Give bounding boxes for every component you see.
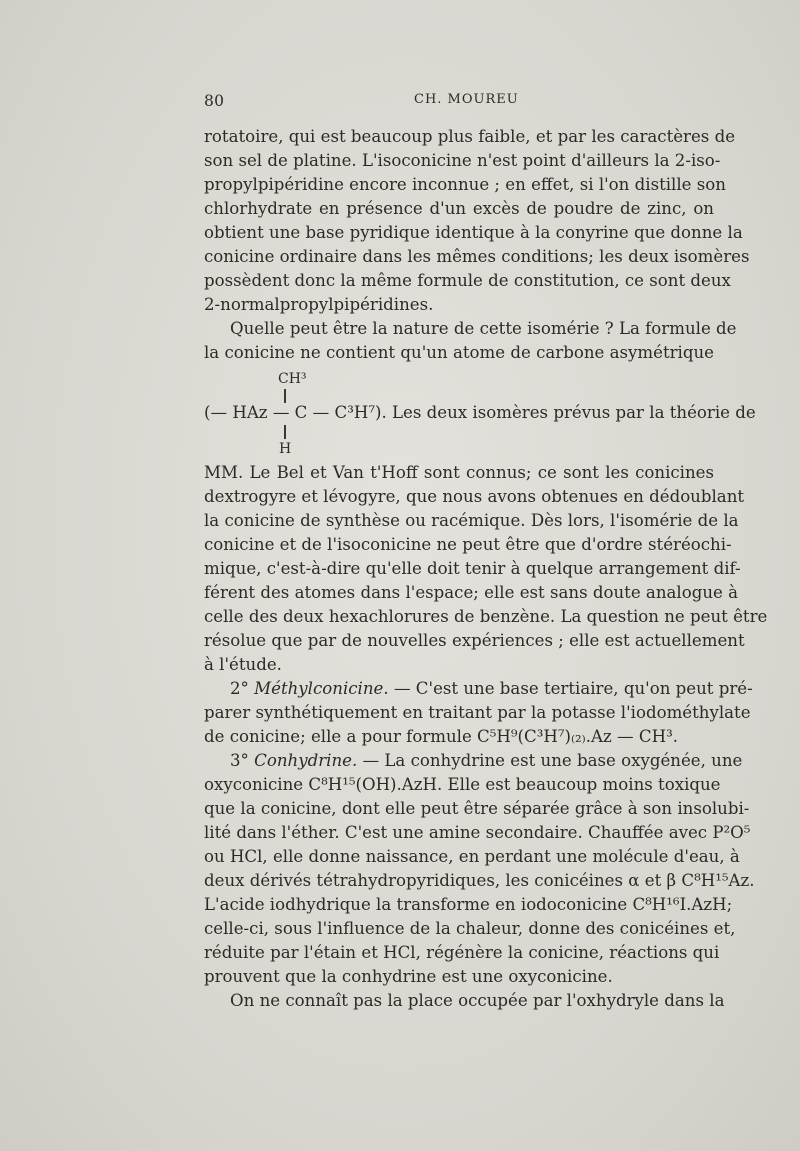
text-line: de conicine; elle a pour formule C⁵H⁹(C³H⁷)₍₂₎.Az — CH³. xyxy=(204,727,678,746)
section-title: Méthylconicine. xyxy=(254,679,389,698)
text-line: Quelle peut être la nature de cette isomérie ? La formule de xyxy=(230,319,737,338)
text-line: On ne connaît pas la place occupée par l'oxhydryle dans la xyxy=(230,991,725,1010)
formula-bottom-atom: H xyxy=(279,441,292,457)
text-line: deux dérivés tétrahydropyridiques, les conicéines α et β C⁸H¹⁵Az. xyxy=(204,871,755,890)
text-line: celle des deux hexachlorures de benzène. La question ne peut être xyxy=(204,607,768,626)
text-line: rotatoire, qui est beaucoup plus faible, et par les caractères de xyxy=(204,127,736,146)
text-line: la conicine de synthèse ou racémique. Dès lors, l'isomérie de la xyxy=(204,511,739,530)
text-line: chlorhydrate en présence d'un excès de poudre de zinc, on xyxy=(204,199,714,218)
text-line: ou HCl, elle donne naissance, en perdant une molécule d'eau, à xyxy=(204,847,740,866)
text-line: dextrogyre et lévogyre, que nous avons obtenues en dédoublant xyxy=(204,487,745,506)
text-line: celle-ci, sous l'influence de la chaleur, donne des conicéines et, xyxy=(204,919,736,938)
page-body xyxy=(204,125,768,1013)
text-line: mique, c'est-à-dire qu'elle doit tenir à quelque arrangement dif- xyxy=(204,559,741,578)
text-line: conicine et de l'isoconicine ne peut être que d'ordre stéréochi- xyxy=(204,535,732,554)
text-line: — C'est une base tertiaire, qu'on peut pré- xyxy=(393,679,753,698)
section-title: Conhydrine. xyxy=(254,751,358,770)
text-line: résolue que par de nouvelles expériences ; elle est actuellement xyxy=(204,631,745,650)
text-line: prouvent que la conhydrine est une oxyconicine. xyxy=(204,967,613,986)
text-line: conicine ordinaire dans les mêmes conditions; les deux isomères xyxy=(204,247,750,266)
running-head: CH. MOUREU xyxy=(414,92,519,107)
section-heading-line xyxy=(204,749,743,773)
text-line: lité dans l'éther. C'est une amine secondaire. Chauffée avec P²O⁵ xyxy=(204,823,751,842)
text-line: L'acide iodhydrique la transforme en iodoconicine C⁸H¹⁶I.AzH; xyxy=(204,895,733,914)
text-line: son sel de platine. L'isoconicine n'est point d'ailleurs la 2-iso- xyxy=(204,151,721,170)
section-number: 2° xyxy=(230,679,249,698)
text-line: réduite par l'étain et HCl, régénère la conicine, réactions qui xyxy=(204,943,720,962)
text-line: à l'étude. xyxy=(204,655,282,674)
text-line: la conicine ne contient qu'un atome de carbone asymétrique xyxy=(204,343,714,362)
text-line: férent des atomes dans l'espace; elle est sans doute analogue à xyxy=(204,583,738,602)
formula-top-group: CH³ xyxy=(278,371,307,387)
text-line: possèdent donc la même formule de constitution, ce sont deux xyxy=(204,271,731,290)
text-line: 2-normalpropylpipéridines. xyxy=(204,295,434,314)
text-line: MM. Le Bel et Van t'Hoff sont connus; ce sont les conicines xyxy=(204,463,714,482)
structural-formula xyxy=(204,365,756,461)
text-line: que la conicine, dont elle peut être séparée grâce à son insolubi- xyxy=(204,799,750,818)
formula-line: (— HAz — C — C³H⁷). Les deux isomères prévus par la théorie de xyxy=(204,403,756,422)
text-line: propylpipéridine encore inconnue ; en effet, si l'on distille son xyxy=(204,175,726,194)
page-number: 80 xyxy=(204,92,225,110)
page-header xyxy=(204,92,714,114)
section-heading-line xyxy=(204,677,753,701)
section-number: 3° xyxy=(230,751,249,770)
text-line: parer synthétiquement en traitant par la potasse l'iodométhylate xyxy=(204,703,751,722)
text-line: obtient une base pyridique identique à la conyrine que donne la xyxy=(204,223,743,242)
text-line: oxyconicine C⁸H¹⁵(OH).AzH. Elle est beaucoup moins toxique xyxy=(204,775,721,794)
text-line: — La conhydrine est une base oxygénée, une xyxy=(362,751,743,770)
